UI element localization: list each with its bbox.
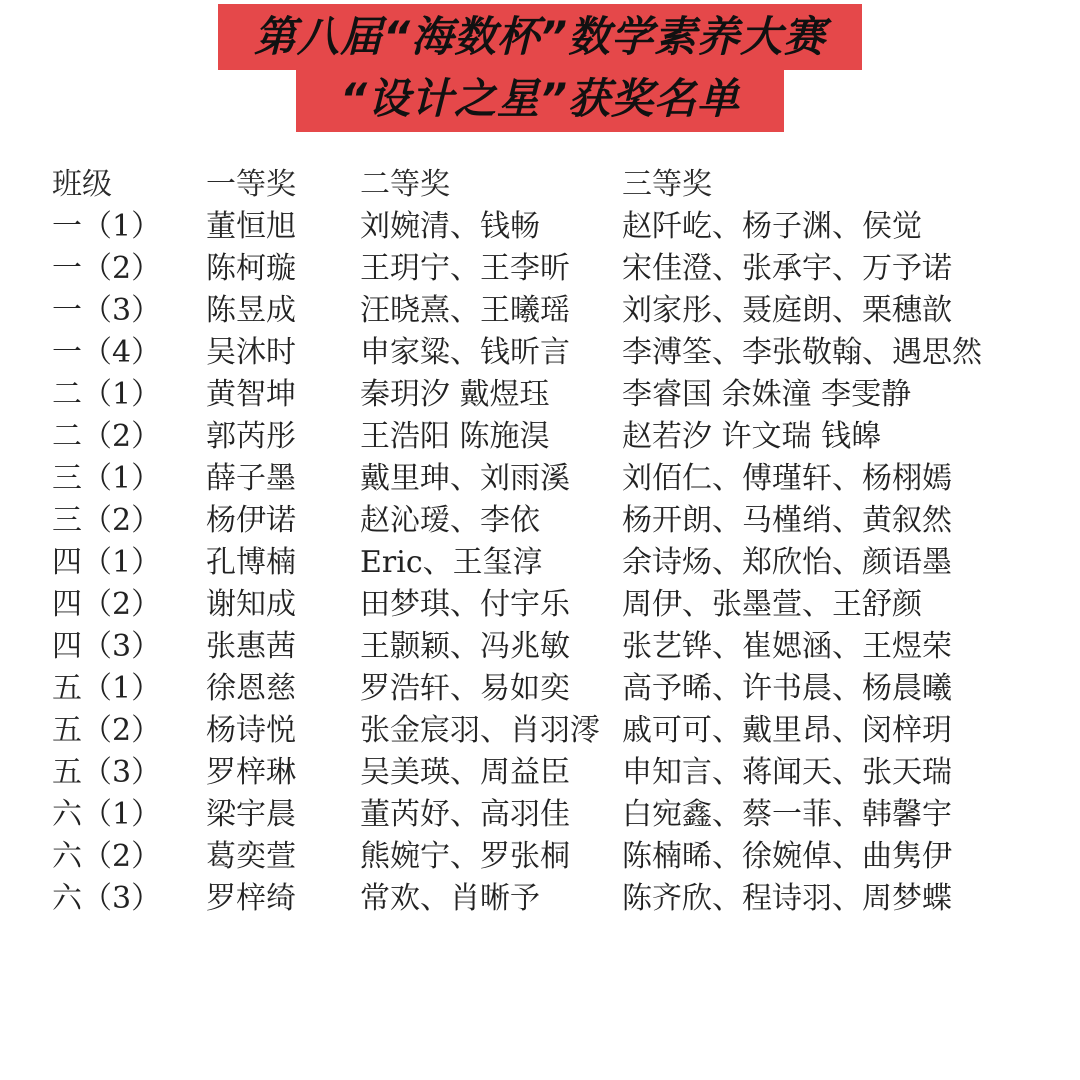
third-prize-cell: 余诗炀、郑欣怡、颜语墨 [622, 545, 952, 580]
table-row [52, 500, 1042, 542]
table-row [52, 332, 1042, 374]
table-row [52, 626, 1042, 668]
second-prize-cell: 戴里珅、刘雨溪 [360, 461, 570, 496]
second-prize-cell: 张金宸羽、肖羽澪 [360, 713, 600, 748]
class-cell: 五（3） [52, 755, 162, 790]
class-cell: 四（2） [52, 587, 162, 622]
first-prize-cell: 薛子墨 [206, 461, 296, 496]
first-prize-cell: 罗梓琳 [206, 755, 296, 790]
third-prize-cell: 宋佳澄、张承宇、万予诺 [622, 251, 952, 286]
third-prize-cell: 张艺铧、崔媤涵、王煜荣 [622, 629, 952, 664]
first-prize-cell: 孔博楠 [206, 545, 296, 580]
second-prize-cell: 秦玥汐 戴煜珏 [360, 377, 550, 412]
first-prize-cell: 徐恩慈 [206, 671, 296, 706]
second-prize-cell: 熊婉宁、罗张桐 [360, 839, 570, 874]
third-prize-cell: 白宛鑫、蔡一菲、韩馨宇 [622, 797, 952, 832]
third-prize-cell: 刘家彤、聂庭朗、栗穗歆 [622, 293, 952, 328]
table-row [52, 878, 1042, 920]
second-prize-cell: 董芮妤、高羽佳 [360, 797, 570, 832]
second-prize-cell: 常欢、肖晰予 [360, 881, 540, 916]
table-row [52, 584, 1042, 626]
third-prize-cell: 赵阡屹、杨子渊、侯觉 [622, 209, 922, 244]
class-cell: 一（2） [52, 251, 162, 286]
third-prize-cell: 陈楠晞、徐婉倬、曲隽伊 [622, 839, 952, 874]
third-prize-cell: 赵若汐 许文瑞 钱皞 [622, 419, 882, 454]
first-prize-cell: 吴沐时 [206, 335, 296, 370]
table-row [52, 668, 1042, 710]
first-prize-cell: 梁宇晨 [206, 797, 296, 832]
class-cell: 一（4） [52, 335, 162, 370]
third-prize-cell: 周伊、张墨萱、王舒颜 [622, 587, 922, 622]
class-cell: 六（2） [52, 839, 162, 874]
class-cell: 五（1） [52, 671, 162, 706]
table-row [52, 290, 1042, 332]
class-cell: 二（1） [52, 377, 162, 412]
class-cell: 六（1） [52, 797, 162, 832]
award-table [52, 164, 1042, 920]
class-cell: 四（1） [52, 545, 162, 580]
second-prize-cell: 罗浩轩、易如奕 [360, 671, 570, 706]
title-line-1: 第八届“海数杯”数学素养大赛 [218, 4, 862, 70]
first-prize-cell: 黄智坤 [206, 377, 296, 412]
second-prize-cell: 赵沁瑷、李依 [360, 503, 540, 538]
table-row [52, 542, 1042, 584]
table-body [52, 206, 1042, 920]
table-row [52, 458, 1042, 500]
class-cell: 四（3） [52, 629, 162, 664]
class-cell: 三（1） [52, 461, 162, 496]
header-third-prize: 三等奖 [622, 167, 712, 202]
table-row [52, 752, 1042, 794]
header-class: 班级 [52, 167, 112, 202]
first-prize-cell: 张惠茜 [206, 629, 296, 664]
title-line-2: “设计之星”获奖名单 [296, 66, 784, 132]
third-prize-cell: 刘佰仁、傅瑾轩、杨栩嫣 [622, 461, 952, 496]
first-prize-cell: 陈昱成 [206, 293, 296, 328]
class-cell: 三（2） [52, 503, 162, 538]
second-prize-cell: 吴美瑛、周益臣 [360, 755, 570, 790]
second-prize-cell: Eric、王玺淳 [360, 545, 543, 580]
table-row [52, 710, 1042, 752]
second-prize-cell: 汪晓熹、王曦瑶 [360, 293, 570, 328]
third-prize-cell: 李溥筌、李张敬翰、遇思然 [622, 335, 982, 370]
third-prize-cell: 陈齐欣、程诗羽、周梦蝶 [622, 881, 952, 916]
header-second-prize: 二等奖 [360, 167, 450, 202]
second-prize-cell: 田梦琪、付宇乐 [360, 587, 570, 622]
table-row [52, 374, 1042, 416]
table-row [52, 206, 1042, 248]
second-prize-cell: 王颢颖、冯兆敏 [360, 629, 570, 664]
first-prize-cell: 董恒旭 [206, 209, 296, 244]
table-row [52, 248, 1042, 290]
second-prize-cell: 王浩阳 陈施淏 [360, 419, 550, 454]
second-prize-cell: 申家粱、钱昕言 [360, 335, 570, 370]
table-row [52, 794, 1042, 836]
third-prize-cell: 高予晞、许书晨、杨晨曦 [622, 671, 952, 706]
table-header-row [52, 164, 1042, 206]
table-row [52, 416, 1042, 458]
third-prize-cell: 申知言、蒋闻天、张天瑞 [622, 755, 952, 790]
class-cell: 一（1） [52, 209, 162, 244]
first-prize-cell: 杨诗悦 [206, 713, 296, 748]
first-prize-cell: 罗梓绮 [206, 881, 296, 916]
table-row [52, 836, 1042, 878]
third-prize-cell: 戚可可、戴里昂、闵梓玥 [622, 713, 952, 748]
class-cell: 一（3） [52, 293, 162, 328]
title-banner-line-2 [0, 66, 1080, 132]
header-first-prize: 一等奖 [206, 167, 296, 202]
second-prize-cell: 王玥宁、王李昕 [360, 251, 570, 286]
second-prize-cell: 刘婉清、钱畅 [360, 209, 540, 244]
third-prize-cell: 李睿国 余姝潼 李雯静 [622, 377, 912, 412]
third-prize-cell: 杨开朗、马槿绡、黄叙然 [622, 503, 952, 538]
class-cell: 六（3） [52, 881, 162, 916]
first-prize-cell: 谢知成 [206, 587, 296, 622]
class-cell: 二（2） [52, 419, 162, 454]
first-prize-cell: 葛奕萱 [206, 839, 296, 874]
first-prize-cell: 杨伊诺 [206, 503, 296, 538]
class-cell: 五（2） [52, 713, 162, 748]
first-prize-cell: 郭芮彤 [206, 419, 296, 454]
first-prize-cell: 陈柯璇 [206, 251, 296, 286]
title-banner-line-1 [0, 4, 1080, 70]
